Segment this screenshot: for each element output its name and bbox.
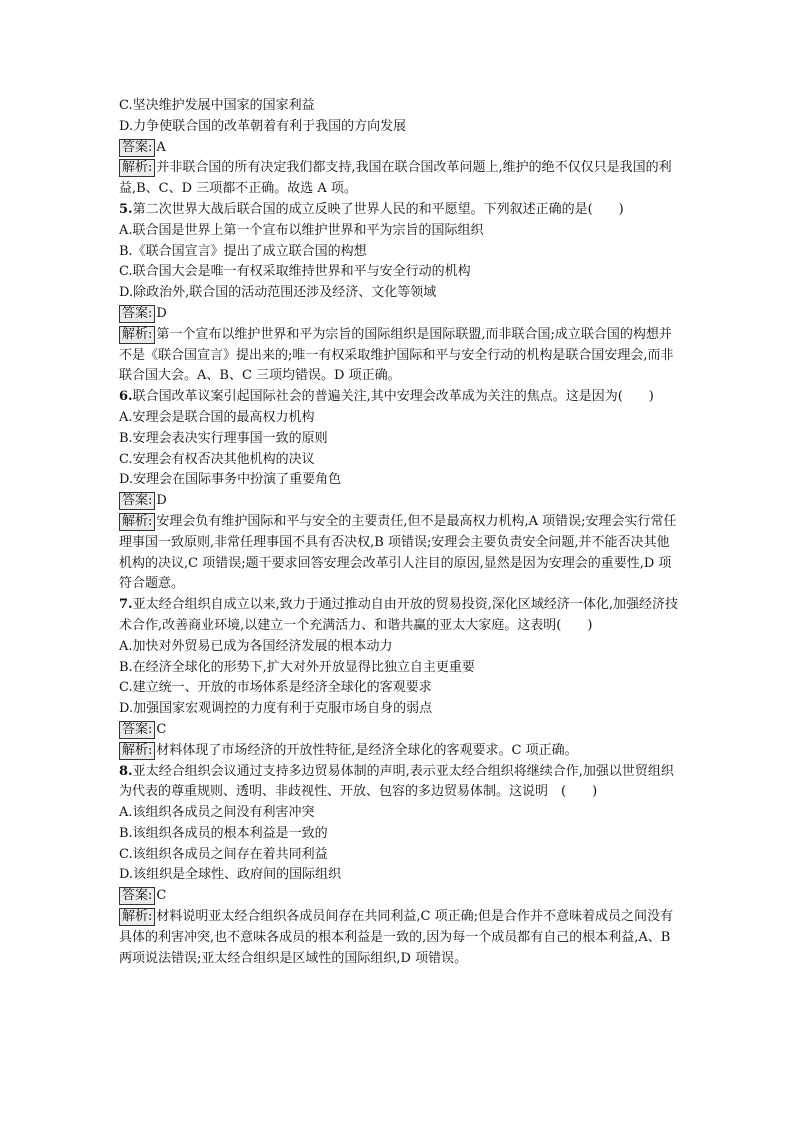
analysis-paragraph [119,158,681,200]
analysis-paragraph [119,325,681,387]
option-line: C.坚决维护发展中国家的国家利益 [119,98,315,113]
analysis-paragraph [119,907,681,969]
option-line: D.安理会在国际事务中扮演了重要角色 [119,472,342,488]
question-text: 第二次世界大战后联合国的成立反映了世界人民的和平愿望。下列叙述正确的是( ) [132,201,624,217]
analysis-text: 材料体现了市场经济的开放性特征,是经济全球化的客观要求。C 项正确。 [156,742,578,758]
question-text: 联合国改革议案引起国际社会的普遍关注,其中安理会改革成为关注的焦点。这是因为( ) [132,389,654,405]
option-line: C.安理会有权否决其他机构的决议 [119,451,315,467]
question-stem [119,387,681,408]
answer-value: C [156,888,167,904]
option-line: D.力争使联合国的改革朝着有利于我国的方向发展 [119,118,407,134]
analysis-label: 解析: [119,326,155,344]
answer-label: 答案: [119,887,155,905]
question-number: 6. [119,389,133,405]
answer-value: D [156,493,167,509]
answer-value: C [156,721,167,737]
question-text: 亚太经合组织自成立以来,致力于通过推动自由开放的贸易投资,深化区域经济一体化,加强经济技术合作,改善商业环境,以建立一个充满活力、和谐共赢的亚太大家庭。这表明( ) [119,597,678,633]
question-stem [119,200,681,221]
answer-label: 答案: [119,139,155,157]
document-page [119,96,681,969]
analysis-paragraph [119,512,681,595]
option-line: C.建立统一、开放的市场体系是经济全球化的客观要求 [119,680,432,696]
question-number: 7. [119,597,133,613]
question-stem [119,595,681,637]
answer-label: 答案: [119,305,155,323]
option-line: C.联合国大会是唯一有权采取维持世界和平与安全行动的机构 [119,264,471,280]
analysis-label: 解析: [119,742,155,760]
option-line: C.该组织各成员之间存在着共同利益 [119,846,328,862]
answer-line [119,491,681,512]
option-line: B.在经济全球化的形势下,扩大对外开放显得比独立自主更重要 [119,659,475,675]
option-line: A.联合国是世界上第一个宣布以维护世界和平为宗旨的国际组织 [119,222,484,238]
analysis-text: 并非联合国的所有决定我们都支持,我国在联合国改革问题上,维护的绝不仅仅只是我国的利益,B、C、D 三项都不正确。故选 A 项。 [119,160,672,197]
answer-label: 答案: [119,492,155,510]
option-line: A.该组织各成员之间没有利害冲突 [119,805,315,821]
analysis-text: 第一个宣布以维护世界和平为宗旨的国际组织是国际联盟,而非联合国;成立联合国的构想并不是《联合国宣言》提出来的;唯一有权采取维护国际和平与安全行动的机构是联合国安理会,而非联合国大会。A、B、C 三项均错误。D 项正确。 [119,326,674,384]
answer-value: A [156,139,166,155]
question-number: 5. [119,201,133,217]
option-line: D.加强国家宏观调控的力度有利于克服市场自身的弱点 [119,701,433,717]
question-text: 亚太经合组织会议通过支持多边贸易体制的声明,表示亚太经合组织将继续合作,加强以世贸组织为代表的尊重规则、透明、非歧视性、开放、包容的多边贸易体制。这说明 ( ) [119,763,674,800]
answer-line [119,720,681,741]
analysis-label: 解析: [119,159,155,177]
analysis-paragraph [119,741,681,762]
analysis-label: 解析: [119,513,155,531]
analysis-text: 安理会负有维护国际和平与安全的主要责任,但不是最高权力机构,A 项错误;安理会实行常任理事国一致原则,非常任理事国不具有否决权,B 项错误;安理会主要负责安全问题,并不能否决其他机构的决议,C 项错误;题干要求回答安理会改革引人注目的原因,显然是因为安理会的重要性,D 项符合题意。 [119,513,677,592]
answer-label: 答案: [119,721,155,739]
answer-line [119,138,681,159]
analysis-label: 解析: [119,908,155,926]
answer-line [119,304,681,325]
answer-line [119,886,681,907]
option-line: D.除政治外,联合国的活动范围还涉及经济、文化等领域 [119,285,437,301]
answer-value: D [156,305,167,321]
option-line: B.《联合国宣言》提出了成立联合国的构想 [119,243,367,259]
option-line: D.该组织是全球性、政府间的国际组织 [119,867,342,883]
option-line: A.加快对外贸易已成为各国经济发展的根本动力 [119,638,393,654]
analysis-text: 材料说明亚太经合组织各成员间存在共同利益,C 项正确;但是合作并不意味着成员之间没有具体的利害冲突,也不意味各成员的根本利益是一致的,因为每一个成员都有自己的根本利益,A、B 两项说法错误;亚太经合组织是区域性的国际组织,D 项错误。 [119,909,673,966]
option-line: B.该组织各成员的根本利益是一致的 [119,825,328,841]
option-line: A.安理会是联合国的最高权力机构 [119,409,315,425]
option-line: B.安理会表决实行理事国一致的原则 [119,430,328,446]
question-stem [119,762,681,804]
question-number: 8. [119,763,133,779]
